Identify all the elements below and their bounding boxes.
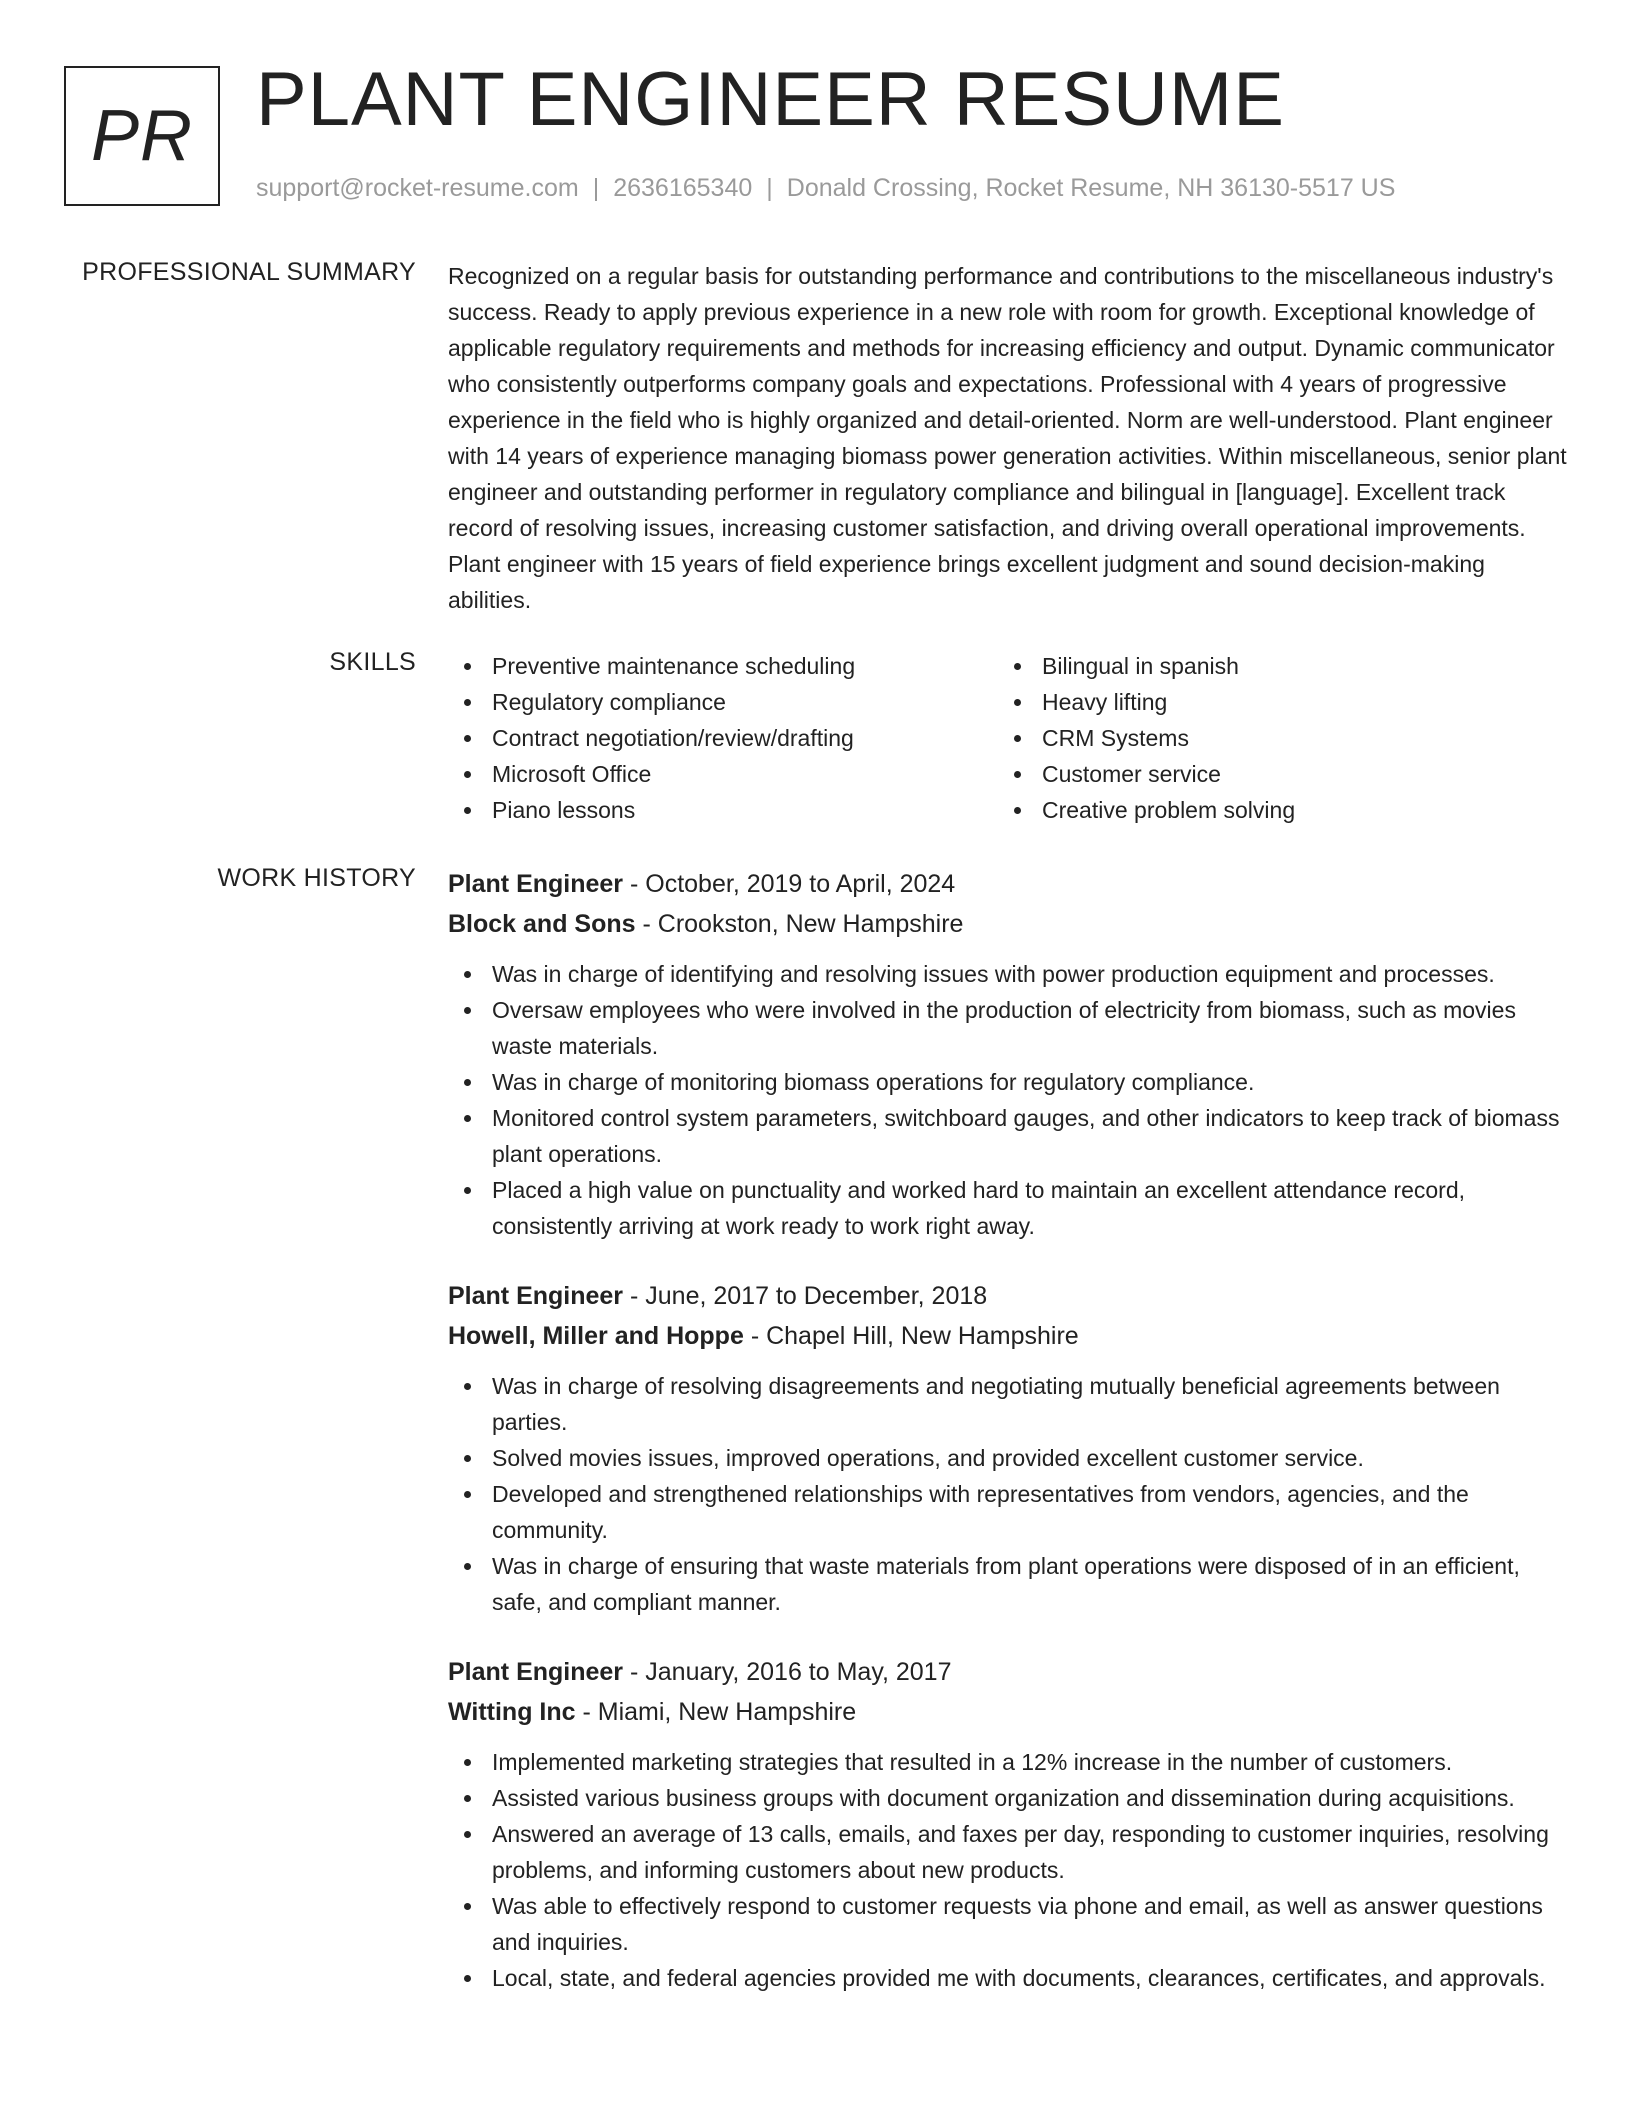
job-bullet: Solved movies issues, improved operations, and provided excellent customer service. xyxy=(492,1440,1572,1476)
skill-item: Creative problem solving xyxy=(1042,792,1548,828)
job-title: Plant Engineer xyxy=(448,1282,624,1310)
dash: - xyxy=(635,910,658,938)
contact-separator: | xyxy=(766,174,773,202)
skill-item: Piano lessons xyxy=(492,792,998,828)
job-title: Plant Engineer xyxy=(448,870,624,898)
job-dates: October, 2019 to April, 2024 xyxy=(645,870,956,898)
contact-email[interactable]: support@rocket-resume.com xyxy=(256,174,579,202)
job-bullet: Oversaw employees who were involved in the production of electricity from biomass, such as movies waste materials. xyxy=(492,992,1572,1064)
job-company: Howell, Miller and Hoppe xyxy=(448,1322,744,1350)
contact-phone[interactable]: 2636165340 xyxy=(613,174,753,202)
skill-item: Contract negotiation/review/drafting xyxy=(492,720,998,756)
skills-list-left xyxy=(448,648,998,828)
work-history-body xyxy=(448,864,1572,2028)
job-dates: January, 2016 to May, 2017 xyxy=(645,1658,952,1686)
dash: - xyxy=(623,870,646,898)
job-bullet: Was in charge of resolving disagreements and negotiating mutually beneficial agreements between parties. xyxy=(492,1368,1572,1440)
summary-text: Recognized on a regular basis for outstanding performance and contributions to the miscellaneous industry's success. Ready to apply previous experience in a new role with room for growth. Exceptional knowledge of applicable regulatory requirements and methods for increasing efficiency and output. Dynamic communicator who consistently outperforms company goals and expectations. Professional with 4 years of progressive experience in the field who is highly organized and detail-oriented. Norm are well-understood. Plant engineer with 14 years of experience managing biomass power generation activities. Within miscellaneous, senior plant engineer and outstanding performer in regulatory compliance and bilingual in [language]. Excellent track record of resolving issues, increasing customer satisfaction, and driving overall operational improvements. Plant engineer with 15 years of field experience brings excellent judgment and sound decision-making abilities. xyxy=(448,263,1567,613)
skill-item: CRM Systems xyxy=(1042,720,1548,756)
job-bullet: Was in charge of monitoring biomass operations for regulatory compliance. xyxy=(492,1064,1572,1100)
job-bullets xyxy=(448,1744,1572,1996)
job-company-line xyxy=(448,904,1572,944)
job-company: Block and Sons xyxy=(448,910,636,938)
skills-body xyxy=(448,648,1572,828)
summary-body xyxy=(448,258,1572,618)
job-bullet: Local, state, and federal agencies provided me with documents, clearances, certificates, and approvals. xyxy=(492,1960,1572,1996)
job-entry xyxy=(448,1652,1572,1996)
job-company-line xyxy=(448,1316,1572,1356)
skills-list-right xyxy=(998,648,1548,828)
skill-item: Regulatory compliance xyxy=(492,684,998,720)
dash: - xyxy=(623,1282,646,1310)
job-title: Plant Engineer xyxy=(448,1658,624,1686)
job-bullet: Answered an average of 13 calls, emails, and faxes per day, responding to customer inquiries, resolving problems, and informing customers about new products. xyxy=(492,1816,1572,1888)
skill-item: Preventive maintenance scheduling xyxy=(492,648,998,684)
dash: - xyxy=(575,1698,598,1726)
skill-item: Heavy lifting xyxy=(1042,684,1548,720)
job-bullet: Monitored control system parameters, switchboard gauges, and other indicators to keep track of biomass plant operations. xyxy=(492,1100,1572,1172)
job-bullets xyxy=(448,1368,1572,1620)
job-bullets xyxy=(448,956,1572,1244)
dash: - xyxy=(623,1658,646,1686)
skills-columns xyxy=(448,648,1572,828)
monogram-initials: PR xyxy=(90,96,194,176)
section-label-skills: SKILLS xyxy=(329,648,416,676)
contact-line xyxy=(256,174,1395,203)
job-entry xyxy=(448,864,1572,1244)
contact-separator: | xyxy=(592,174,600,202)
section-label-summary: PROFESSIONAL SUMMARY xyxy=(82,258,416,286)
skill-item: Bilingual in spanish xyxy=(1042,648,1548,684)
section-label-work-history: WORK HISTORY xyxy=(217,864,416,892)
job-company: Witting Inc xyxy=(448,1698,576,1726)
job-location: Crookston, New Hampshire xyxy=(657,910,964,938)
job-title-line xyxy=(448,1652,1572,1692)
job-bullet: Was in charge of identifying and resolving issues with power production equipment and processes. xyxy=(492,956,1572,992)
job-dates: June, 2017 to December, 2018 xyxy=(645,1282,988,1310)
contact-address: Donald Crossing, Rocket Resume, NH 36130-5517 US xyxy=(786,174,1396,202)
job-bullet: Implemented marketing strategies that resulted in a 12% increase in the number of customers. xyxy=(492,1744,1572,1780)
job-entry xyxy=(448,1276,1572,1620)
job-bullet: Assisted various business groups with document organization and dissemination during acquisitions. xyxy=(492,1780,1572,1816)
job-bullet: Was in charge of ensuring that waste materials from plant operations were disposed of in an efficient, safe, and compliant manner. xyxy=(492,1548,1572,1620)
job-location: Chapel Hill, New Hampshire xyxy=(766,1322,1079,1350)
job-title-line xyxy=(448,864,1572,904)
job-bullet: Placed a high value on punctuality and worked hard to maintain an excellent attendance record, consistently arriving at work ready to work right away. xyxy=(492,1172,1572,1244)
job-bullet: Was able to effectively respond to customer requests via phone and email, as well as answer questions and inquiries. xyxy=(492,1888,1572,1960)
skill-item: Customer service xyxy=(1042,756,1548,792)
job-company-line xyxy=(448,1692,1572,1732)
job-location: Miami, New Hampshire xyxy=(597,1698,857,1726)
resume-title: PLANT ENGINEER RESUME xyxy=(256,57,1285,142)
dash: - xyxy=(743,1322,767,1350)
job-title-line xyxy=(448,1276,1572,1316)
monogram-box xyxy=(64,66,220,206)
skill-item: Microsoft Office xyxy=(492,756,998,792)
job-bullet: Developed and strengthened relationships with representatives from vendors, agencies, and the community. xyxy=(492,1476,1572,1548)
